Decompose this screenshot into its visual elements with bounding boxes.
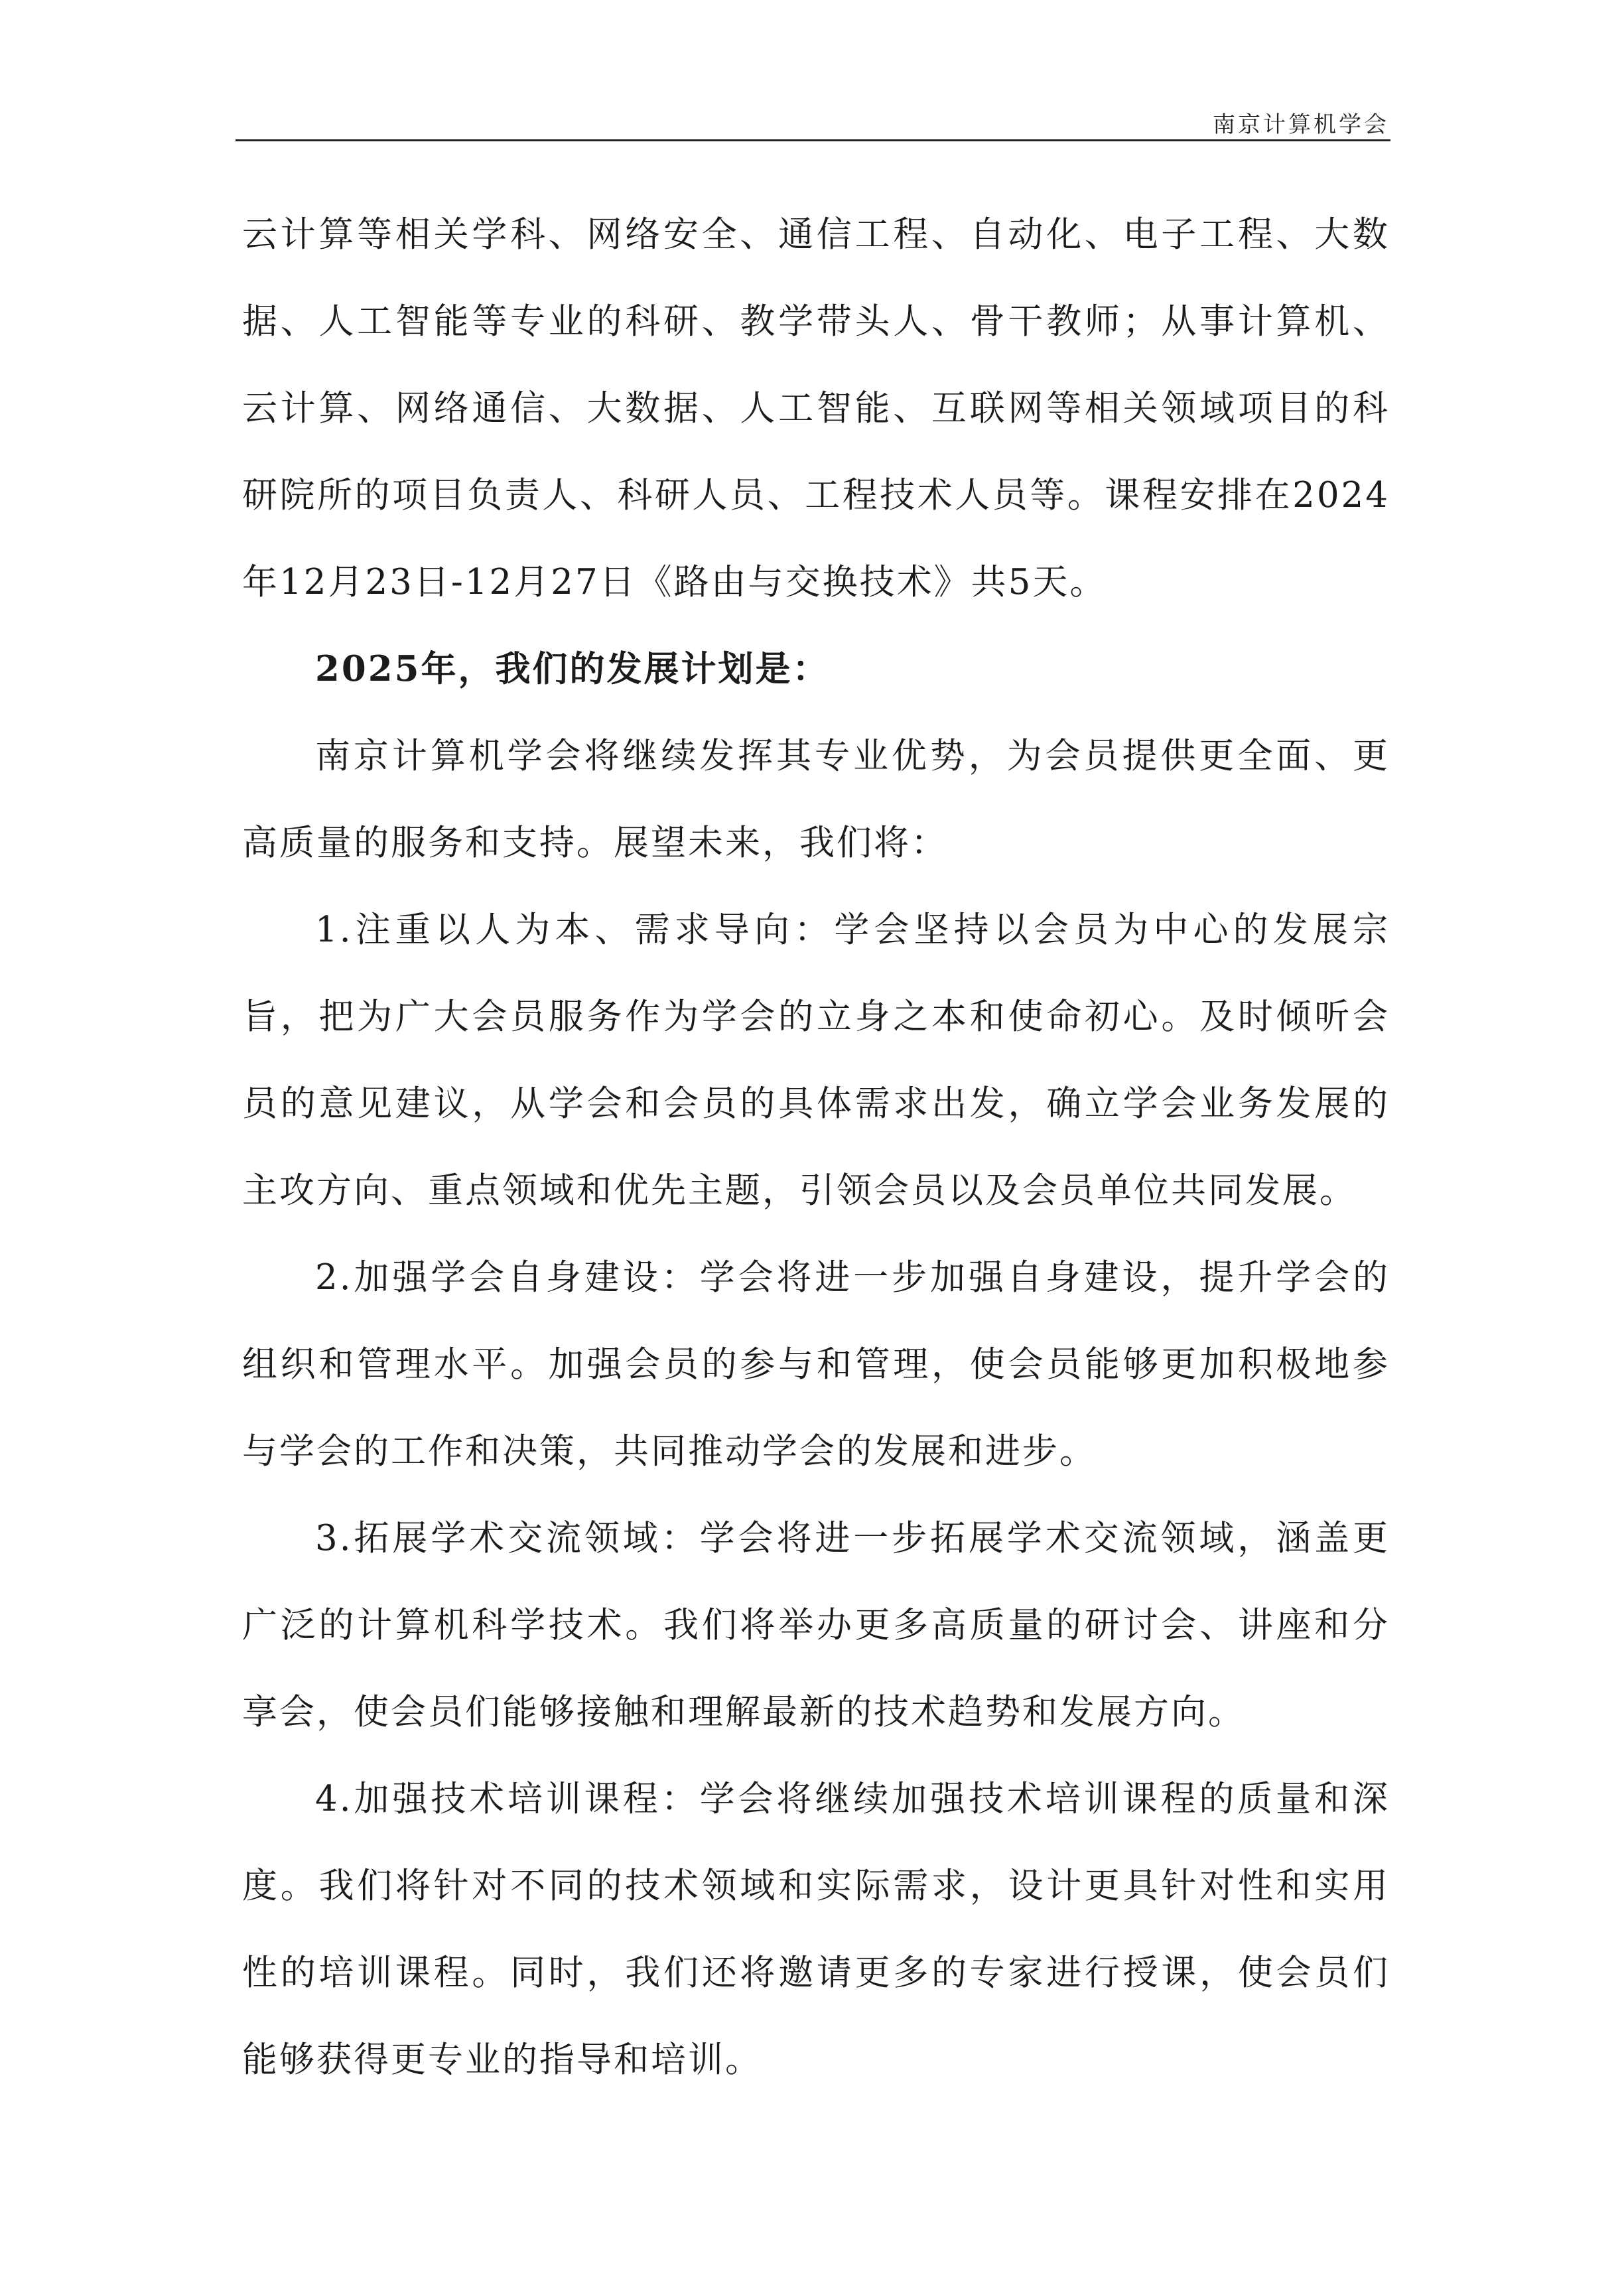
paragraph-plan-intro: 南京计算机学会将继续发挥其专业优势，为会员提供更全面、更高质量的服务和支持。展望未来，我们将：: [242, 736, 1390, 863]
plan-item-1: 1.注重以人为本、需求导向：学会坚持以会员为中心的发展宗旨，把为广大会员服务作为学会的立身之本和使命初心。及时倾听会员的意见建议，从学会和会员的具体需求出发，确立学会业务发展的主攻方向、重点领域和优先主题，引领会员以及会员单位共同发展。: [242, 910, 1390, 1211]
plan-item-4: 4.加强技术培训课程：学会将继续加强技术培训课程的质量和深度。我们将针对不同的技术领域和实际需求，设计更具针对性和实用性的培训课程。同时，我们还将邀请更多的专家进行授课，使会员们能够获得更专业的指导和培训。: [242, 1779, 1390, 2080]
header-divider: [236, 139, 1390, 141]
plan-item-3: 3.拓展学术交流领域：学会将进一步拓展学术交流领域，涵盖更广泛的计算机科学技术。我们将举办更多高质量的研讨会、讲座和分享会，使会员们能够接触和理解最新的技术趋势和发展方向。: [242, 1518, 1390, 1732]
plan-item-2: 2.加强学会自身建设：学会将进一步加强自身建设，提升学会的组织和管理水平。加强会员的参与和管理，使会员能够更加积极地参与学会的工作和决策，共同推动学会的发展和进步。: [242, 1257, 1390, 1472]
document-body: [242, 191, 1390, 2103]
section-heading-2025-plan: 2025年，我们的发展计划是：: [315, 648, 830, 689]
header-organization-name: 南京计算机学会: [1213, 111, 1389, 138]
paragraph-audience-and-schedule: 云计算等相关学科、网络安全、通信工程、自动化、电子工程、大数据、人工智能等专业的科研、教学带头人、骨干教师；从事计算机、云计算、网络通信、大数据、人工智能、互联网等相关领域项目的科研院所的项目负责人、科研人员、工程技术人员等。课程安排在2024年12月23日-12月27日《路由与交换技术》共5天。: [242, 214, 1390, 602]
